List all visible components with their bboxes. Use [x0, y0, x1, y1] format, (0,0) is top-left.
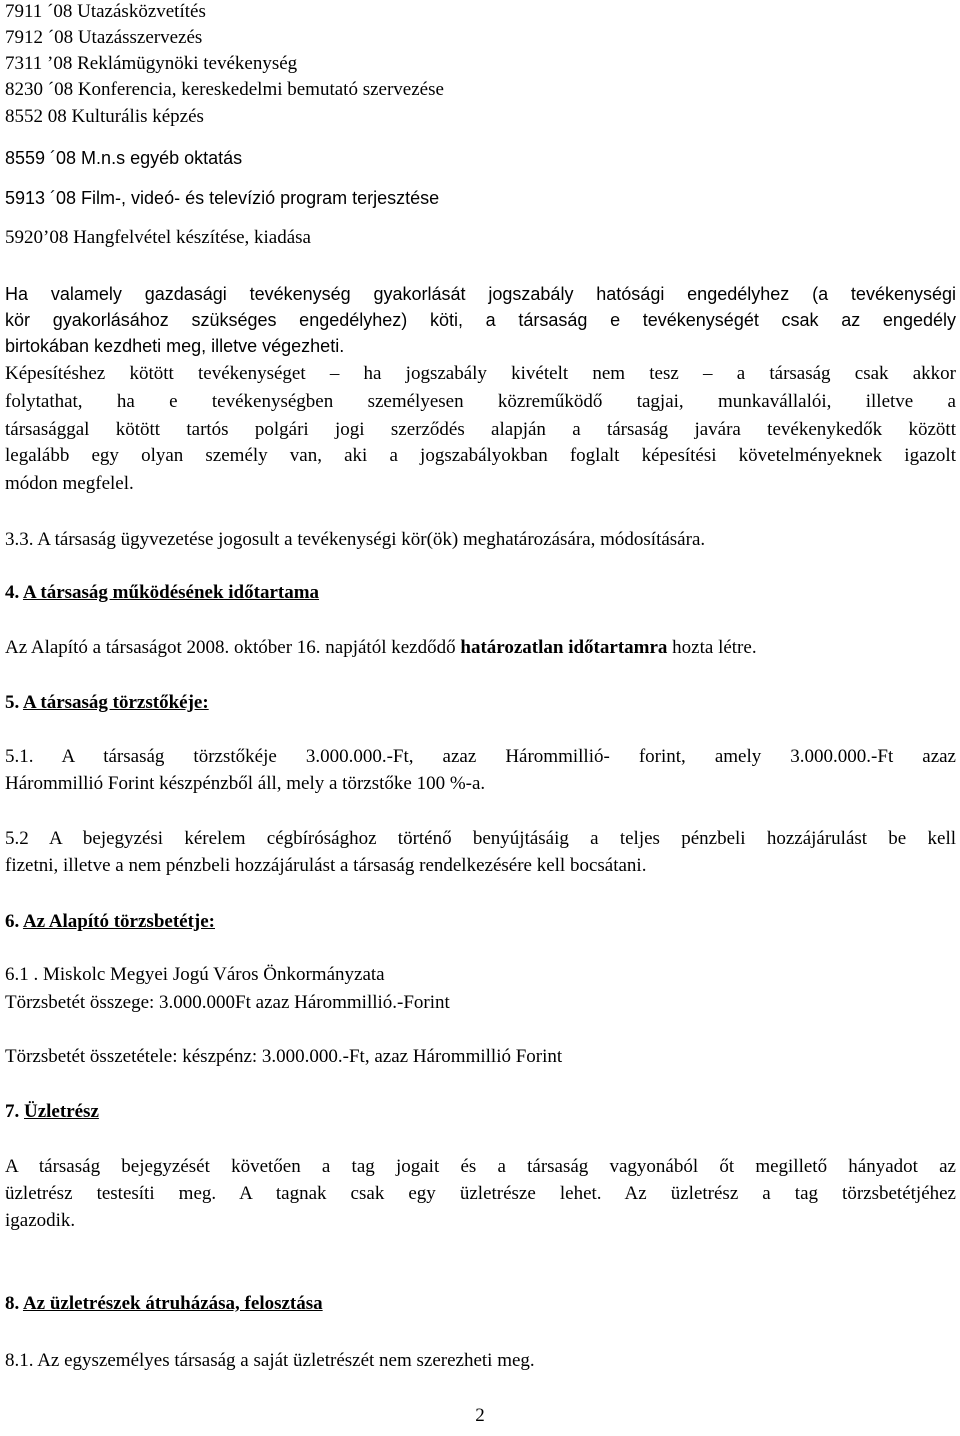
section-6-composition: Törzsbetét összetétele: készpénz: 3.000.000.-Ft, azaz Hárommillió Forint: [5, 1046, 563, 1067]
section-8-number: 8.: [5, 1293, 20, 1314]
section-4-text: [5, 636, 956, 660]
section-4-number: 4.: [5, 582, 20, 603]
qualification-paragraph-line: módon megfelel.: [5, 473, 134, 494]
qualification-paragraph-line: legalább egy olyan személy van, aki a jogszabályokban foglalt képesítési követelményeknek igazolt: [5, 445, 956, 466]
activity-line: 8230 ´08 Konferencia, kereskedelmi bemutató szervezése: [5, 79, 444, 100]
qualification-paragraph-line: folytathat, ha e tevékenységben személyesen közreműködő tagjai, munkavállalói, illetve a: [5, 391, 956, 412]
section-7-heading: [5, 1100, 956, 1124]
section-6-line: 6.1 . Miskolc Megyei Jogú Város Önkormányzata: [5, 964, 385, 985]
section-4-text-bold: határozatlan időtartamra: [460, 637, 668, 658]
activity-line: 8552 08 Kulturális képzés: [5, 106, 204, 127]
section-7-line: igazodik.: [5, 1210, 76, 1231]
section-7-line: üzletrész testesíti meg. A tagnak csak egy üzletrésze lehet. Az üzletrész a tag törzsbetétjéhez: [5, 1183, 956, 1204]
clause-5-2-line: 5.2 A bejegyzési kérelem cégbírósághoz történő benyújtásáig a teljes pénzbeli hozzájárulást be kell: [5, 828, 956, 849]
activity-line: 5913 ´08 Film-, videó- és televízió program terjesztése: [5, 188, 440, 208]
section-8-heading: [5, 1292, 956, 1316]
section-7-title: Üzletrész: [24, 1101, 99, 1122]
section-6-line: Törzsbetét összege: 3.000.000Ft azaz Hárommillió.-Forint: [5, 992, 450, 1013]
clause-3-3: 3.3. A társaság ügyvezetése jogosult a tevékenységi kör(ök) meghatározására, módosítására.: [5, 529, 706, 550]
page-number: 2: [475, 1405, 485, 1426]
section-5-number: 5.: [5, 692, 20, 713]
section-6-number: 6.: [5, 911, 20, 932]
activity-line: 5920’08 Hangfelvétel készítése, kiadása: [5, 227, 311, 248]
activity-line: 7911 ´08 Utazásközvetítés: [5, 1, 206, 22]
license-paragraph-line: Ha valamely gazdasági tevékenység gyakorlását jogszabály hatósági engedélyhez (a tevékenységi: [5, 284, 956, 304]
section-5-heading: [5, 691, 956, 715]
section-7-number: 7.: [5, 1101, 20, 1122]
section-4-text-end: hozta létre.: [667, 637, 757, 658]
license-paragraph-line: birtokában kezdheti meg, illetve végezheti.: [5, 336, 345, 356]
section-6-title: Az Alapító törzsbetétje:: [22, 911, 215, 932]
clause-8-1: 8.1. Az egyszemélyes társaság a saját üzletrészét nem szerezheti meg.: [5, 1350, 535, 1371]
section-4-title: A társaság működésének időtartama: [22, 582, 320, 603]
section-8-title: Az üzletrészek átruházása, felosztása: [22, 1293, 323, 1314]
qualification-paragraph-line: társasággal kötött tartós polgári jogi szerződés alapján a társaság javára tevékenykedők között: [5, 419, 956, 440]
section-5-title: A társaság törzstőkéje:: [22, 692, 209, 713]
section-6-heading: [5, 910, 956, 934]
section-4-text-start: Az Alapító a társaságot 2008. október 16. napjától kezdődő: [5, 637, 461, 658]
clause-5-2-line: fizetni, illetve a nem pénzbeli hozzájárulást a társaság rendelkezésére kell bocsátani.: [5, 855, 647, 876]
section-4-heading: [5, 581, 956, 605]
qualification-paragraph-line: Képesítéshez kötött tevékenységet – ha jogszabály kivételt nem tesz – a társaság csak akkor: [5, 363, 956, 384]
clause-5-1-line: Hárommillió Forint készpénzből áll, mely a törzstőke 100 %-a.: [5, 773, 486, 794]
activity-line: 7912 ´08 Utazásszervezés: [5, 27, 203, 48]
license-paragraph-line: kör gyakorlásához szükséges engedélyhez) köti, a társaság e tevékenységét csak az engedély: [5, 310, 956, 330]
clause-5-1-line: 5.1. A társaság törzstőkéje 3.000.000.-Ft, azaz Hárommillió- forint, amely 3.000.000.-Ft azaz: [5, 746, 956, 767]
activity-line: 8559 ´08 M.n.s egyéb oktatás: [5, 148, 243, 168]
activity-line: 7311 ’08 Reklámügynöki tevékenység: [5, 53, 298, 74]
section-7-line: A társaság bejegyzését követően a tag jogait és a társaság vagyonából őt megillető hányadot az: [5, 1156, 956, 1177]
